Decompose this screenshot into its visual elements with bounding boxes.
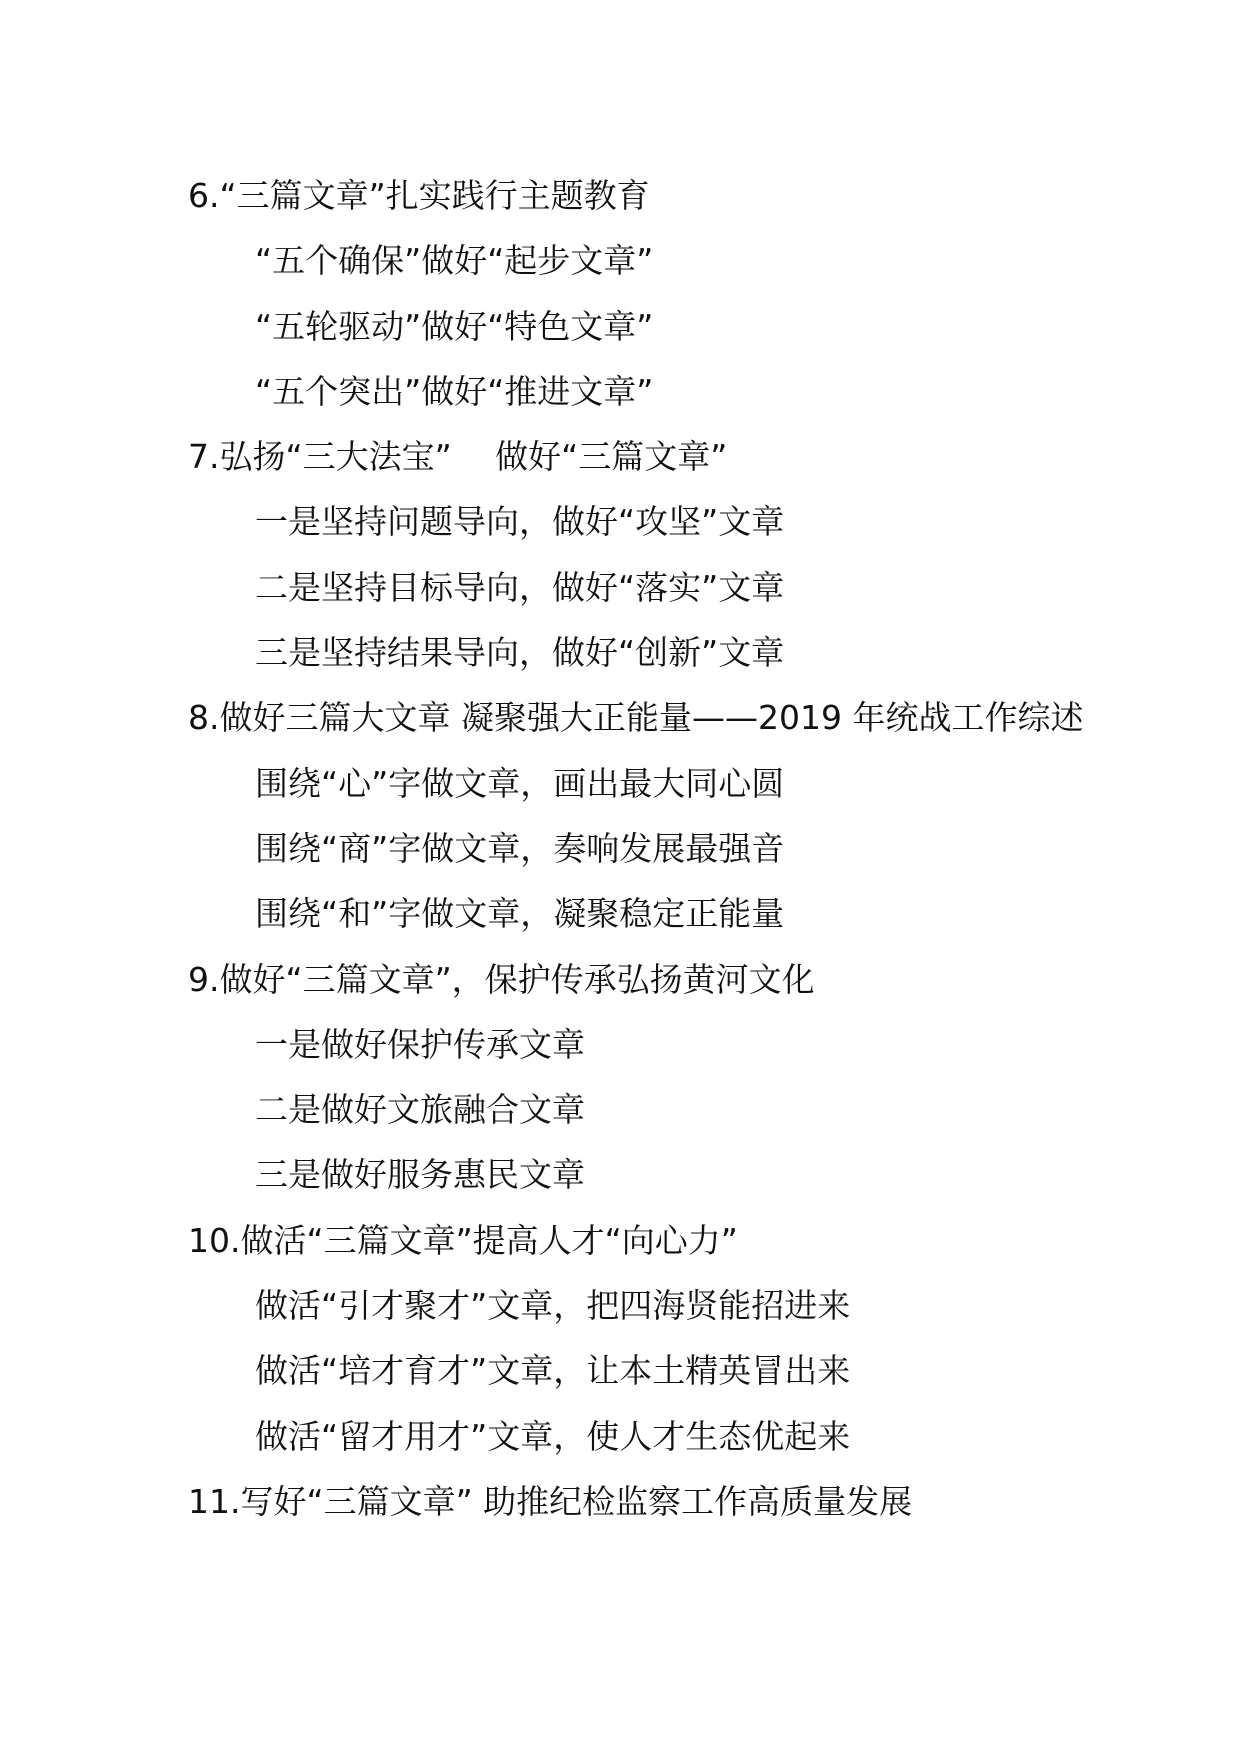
section-item: 做活“留才用才”文章，使人才生态优起来 (255, 1416, 851, 1456)
section-item: 三是做好服务惠民文章 (255, 1155, 585, 1195)
section-item: 一是做好保护传承文章 (255, 1024, 585, 1064)
section-item: 二是做好文旅融合文章 (255, 1090, 585, 1130)
section-item: “五轮驱动”做好“特色文章” (255, 306, 654, 346)
section-heading: 6.“三篇文章”扎实践行主题教育 (188, 176, 650, 215)
section-heading: 11.写好“三篇文章” 助推纪检监察工作高质量发展 (188, 1481, 913, 1521)
section-heading: 7.弘扬“三大法宝” 做好“三篇文章” (188, 437, 728, 477)
section-7 (188, 424, 1088, 685)
section-8 (188, 685, 1088, 946)
section-10 (188, 1208, 1088, 1469)
section-heading: 10.做活“三篇文章”提高人才“向心力” (188, 1220, 738, 1260)
section-item: 三是坚持结果导向，做好“创新”文章 (255, 633, 785, 673)
section-item: 做活“培才育才”文章，让本土精英冒出来 (255, 1351, 851, 1391)
section-item: 围绕“心”字做文章，画出最大同心圆 (255, 763, 785, 803)
section-item: “五个确保”做好“起步文章” (255, 241, 654, 281)
section-item: “五个突出”做好“推进文章” (255, 371, 654, 411)
section-11 (188, 1469, 1088, 1534)
section-item: 围绕“商”字做文章，奏响发展最强音 (255, 828, 785, 868)
section-9 (188, 947, 1088, 1208)
section-item: 一是坚持问题导向，做好“攻坚”文章 (255, 502, 785, 542)
section-item: 做活“引才聚才”文章，把四海贤能招进来 (255, 1286, 851, 1326)
section-item: 围绕“和”字做文章，凝聚稳定正能量 (255, 894, 785, 934)
section-6 (188, 163, 1088, 424)
section-heading: 8.做好三篇大文章 凝聚强大正能量——2019 年统战工作综述 (188, 698, 1084, 738)
document-body (188, 163, 1088, 1534)
section-heading: 9.做好“三篇文章”，保护传承弘扬黄河文化 (188, 959, 815, 999)
section-item: 二是坚持目标导向，做好“落实”文章 (255, 567, 785, 607)
